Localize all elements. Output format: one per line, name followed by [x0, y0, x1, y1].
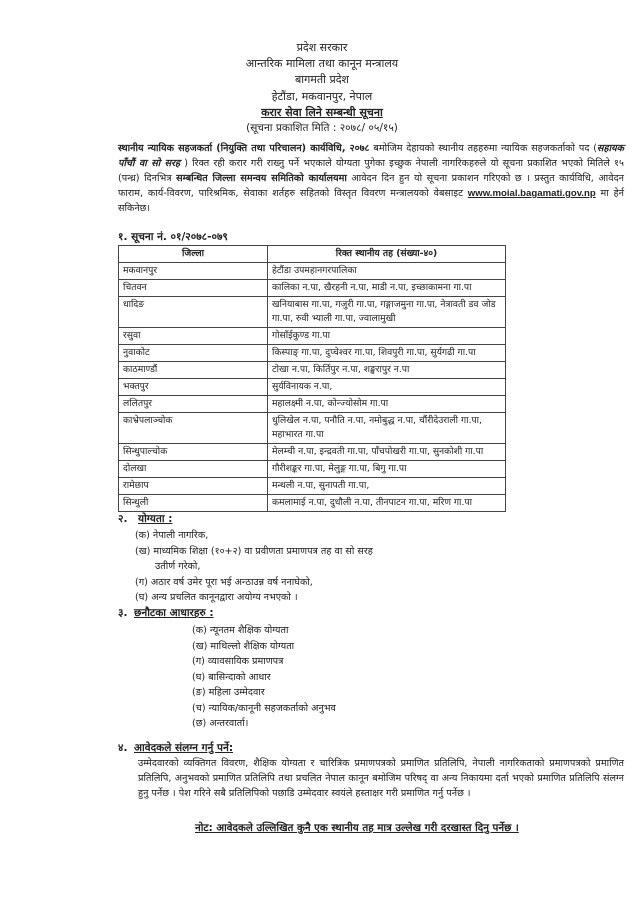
attachments-paragraph: उम्मेदवारको व्यक्तिगत विवरण, शैक्षिक योग्यता र चारित्रिक प्रमाणपत्रको प्रमाणित प्रतिलिपि, नेपाली नागरिकताको प्रमाणपत्रको प्रमाणित प्रतिलिपि, अनुभवको प्रमाणित प्रतिलिपि तथा प्रचलित नेपाल कानून बमोजिम परिषद् वा अन्य निकायमा दर्ता भएको प्रमाणित प्रतिलिपि संलग्न हुनु पर्नेछ । पेश गरिने सबै प्रतिलिपिको पछाडि उम्मेदवार स्वयंले हस्ताक्षर गरी प्रमाणित गर्नु पर्नेछ ।: [138, 758, 624, 799]
column-header-district: जिल्ला: [119, 246, 268, 263]
local-level-cell: खनियाबास गा.पा, गजुरी गा.पा, गङ्गाजमुना गा.पा, नेत्रावती डव जोड गा.पा, रुवी भ्याली गा.पा, ज्वालामुखी: [268, 297, 506, 328]
district-cell: मकवानपुर: [119, 263, 268, 280]
qualification-item: (ख) माध्यमिक शिक्षा (१०+२) वा प्रवीणता प्रमाणपत्र तह वा सो सरह: [135, 545, 373, 557]
criteria-item: (च) न्यायिक/कानूनी सहजकर्ताको अनुभव: [192, 702, 336, 714]
header-province: प्रदेश सरकार: [296, 41, 348, 54]
intro-bold-procedure: स्थानीय न्यायिक सहजकर्ता (नियुक्ति तथा परिचालन) कार्यविधि, २०७८: [118, 143, 370, 154]
table-row: [119, 297, 506, 328]
intro-post-level: सहायक पाँचौं वा सो सरह: [118, 143, 624, 169]
local-level-cell: कालिका न.पा, खैरहनी न.पा, माडी न.पा, इच्छाकामना गा.पा: [268, 280, 506, 297]
table-row: [119, 413, 506, 444]
local-level-cell: कमलामाई न.पा, दुधौली न.पा, तीनपाटन गा.पा, मरिण गा.पा: [268, 495, 506, 512]
table-row: [119, 379, 506, 396]
selection-criteria-list: [192, 623, 336, 732]
district-cell: ललितपुर: [119, 396, 268, 413]
intro-text-1: बमोजिम देहायको स्थानीय तहहरुमा न्यायिक सहजकर्ताको पद (: [369, 143, 597, 154]
column-header-local-level: रिक्त स्थानीय तह (संख्या-४०): [268, 246, 506, 263]
criteria-item: (छ) अन्तरवार्ता।: [192, 718, 249, 729]
qualification-item: (क) नेपाली नागरिक,: [135, 530, 209, 541]
publish-date: (सूचना प्रकाशित मिति : २०७८/ ०५/१५): [246, 122, 398, 134]
table-row: [119, 478, 506, 495]
table-row: [119, 280, 506, 297]
section3-number: ३.: [118, 607, 128, 619]
table-row: [119, 396, 506, 413]
district-cell: रसुवा: [119, 328, 268, 345]
table-row: [119, 461, 506, 478]
local-level-cell: हेटौंडा उपमहानगरपालिका: [268, 263, 506, 280]
qualification-item: उतीर्ण गरेको,: [155, 561, 201, 572]
district-cell: सिन्धुली: [119, 495, 268, 512]
table-header-row: [119, 246, 506, 263]
district-cell: रामेछाप: [119, 478, 268, 495]
header-region: बागमती प्रदेश: [294, 73, 350, 86]
local-level-cell: धुलिखेल न.पा, पनौति न.पा, नमोबुद्ध न.पा, चौंरीदेउराली गा.पा, महाभारत गा.पा: [268, 413, 506, 444]
table-row: [119, 328, 506, 345]
district-cell: काठमाण्डौं: [119, 362, 268, 379]
table-row: [119, 495, 506, 512]
district-cell: चितवन: [119, 280, 268, 297]
intro-text-4: मा हेर्न सकिनेछ।: [118, 188, 624, 214]
notice-title: करार सेवा लिने सम्बन्धी सूचना: [261, 106, 383, 119]
table-row: [119, 362, 506, 379]
note-text: नोट: आवेदकले उल्लिखित कुनै एक स्थानीय तह मात्र उल्लेख गरी दरखास्त दिनु पर्नेछ ।: [195, 822, 519, 834]
district-cell: धादिङ: [119, 297, 268, 328]
intro-bold-office: सम्बन्धित जिल्ला समन्वय समितिको कार्यालयमा: [176, 173, 347, 184]
section1-heading: १. सूचना नं. ०१/२०७८-०७९: [118, 231, 228, 243]
section2-number: २.: [118, 513, 128, 525]
criteria-item: (ङ) महिला उम्मेदवार: [192, 687, 265, 698]
section3-heading: छनौटका आधारहरु :: [134, 607, 214, 619]
website-link[interactable]: www.moial.bagamati.gov.np: [467, 188, 596, 199]
criteria-item: (क) न्यूनतम शैक्षिक योग्यता: [192, 625, 289, 636]
header-ministry: आन्तरिक मामिला तथा कानून मन्त्रालय: [245, 57, 399, 70]
local-level-cell: सुर्यविनायक न.पा,: [268, 379, 506, 396]
qualification-item: (ग) अठार वर्ष उमेर पूरा भई अन्ठाउन्न वर्ष ननाघेको,: [135, 576, 313, 588]
local-level-cell: महालक्ष्मी न.पा, कोन्ज्योसोम गा.पा: [268, 396, 506, 413]
intro-text-3: आवेदन दिन हुन यो सूचना प्रकाशन गरिएको छ । प्रस्तुत कार्यविधि, आवेदन फाराम, कार्य-विवरण, पारिश्रमिक, सेवाका शर्तहरु सहितको विस्तृत विवरण मन्त्रालयको वेबसाइट: [118, 173, 624, 199]
section2-heading: योग्यता :: [138, 513, 173, 525]
district-cell: सिन्धुपाल्चोक: [119, 444, 268, 461]
section4-heading: आवेदकले संलग्न गर्नु पर्ने:: [134, 742, 234, 754]
intro-text-2: ) रिक्त रही करार गरी राख्नु पर्ने भएकाले योग्यता पुगेका इच्छुक नेपाली नागरिकहरुले यो सूचना प्रकाशित भएको मितिले १५ (पन्ध्र) दिनभित्र: [118, 158, 624, 184]
section4-number: ४.: [118, 742, 128, 754]
table-row: [119, 345, 506, 362]
qualification-list: [135, 528, 373, 606]
vacancy-table: [118, 245, 506, 512]
table-row: [119, 444, 506, 461]
local-level-cell: टोखा न.पा, किर्तिपुर न.पा, शङ्खरापुर न.पा: [268, 362, 506, 379]
qualification-item: (घ) अन्य प्रचलित कानूनद्वारा अयोग्य नभएको ।: [135, 592, 298, 603]
table-row: [119, 263, 506, 280]
local-level-cell: मेलम्ची न.पा, इन्द्रवती गा.पा, पाँचपोखरी गा.पा, सुनकोशी गा.पा: [268, 444, 506, 461]
local-level-cell: गोसाँईकुण्ड गा.पा: [268, 328, 506, 345]
district-cell: भक्तपुर: [119, 379, 268, 396]
criteria-item: (घ) बासिन्दाको आधार: [192, 671, 271, 683]
header-address: हेटौंडा, मकवानपुर, नेपाल: [271, 90, 373, 103]
local-level-cell: मन्थली न.पा, सुनापती गा.पा,: [268, 478, 506, 495]
local-level-cell: गौरीशङ्कर गा.पा, मेलुङ्ग गा.पा, बिगु गा.पा: [268, 461, 506, 478]
district-cell: काभ्रेपलाञ्चोक: [119, 413, 268, 444]
local-level-cell: किस्पाङ् गा.पा, दुप्चेश्वर गा.पा, शिवपुरी गा.पा, सुर्यगढी गा.पा: [268, 345, 506, 362]
district-cell: दोलखा: [119, 461, 268, 478]
criteria-item: (ग) व्यावसायिक प्रमाणपत्र: [192, 656, 284, 667]
criteria-item: (ख) माथिल्लो शैक्षिक योग्यता: [192, 640, 295, 652]
intro-paragraph: [118, 141, 624, 216]
district-cell: नुवाकोट: [119, 345, 268, 362]
